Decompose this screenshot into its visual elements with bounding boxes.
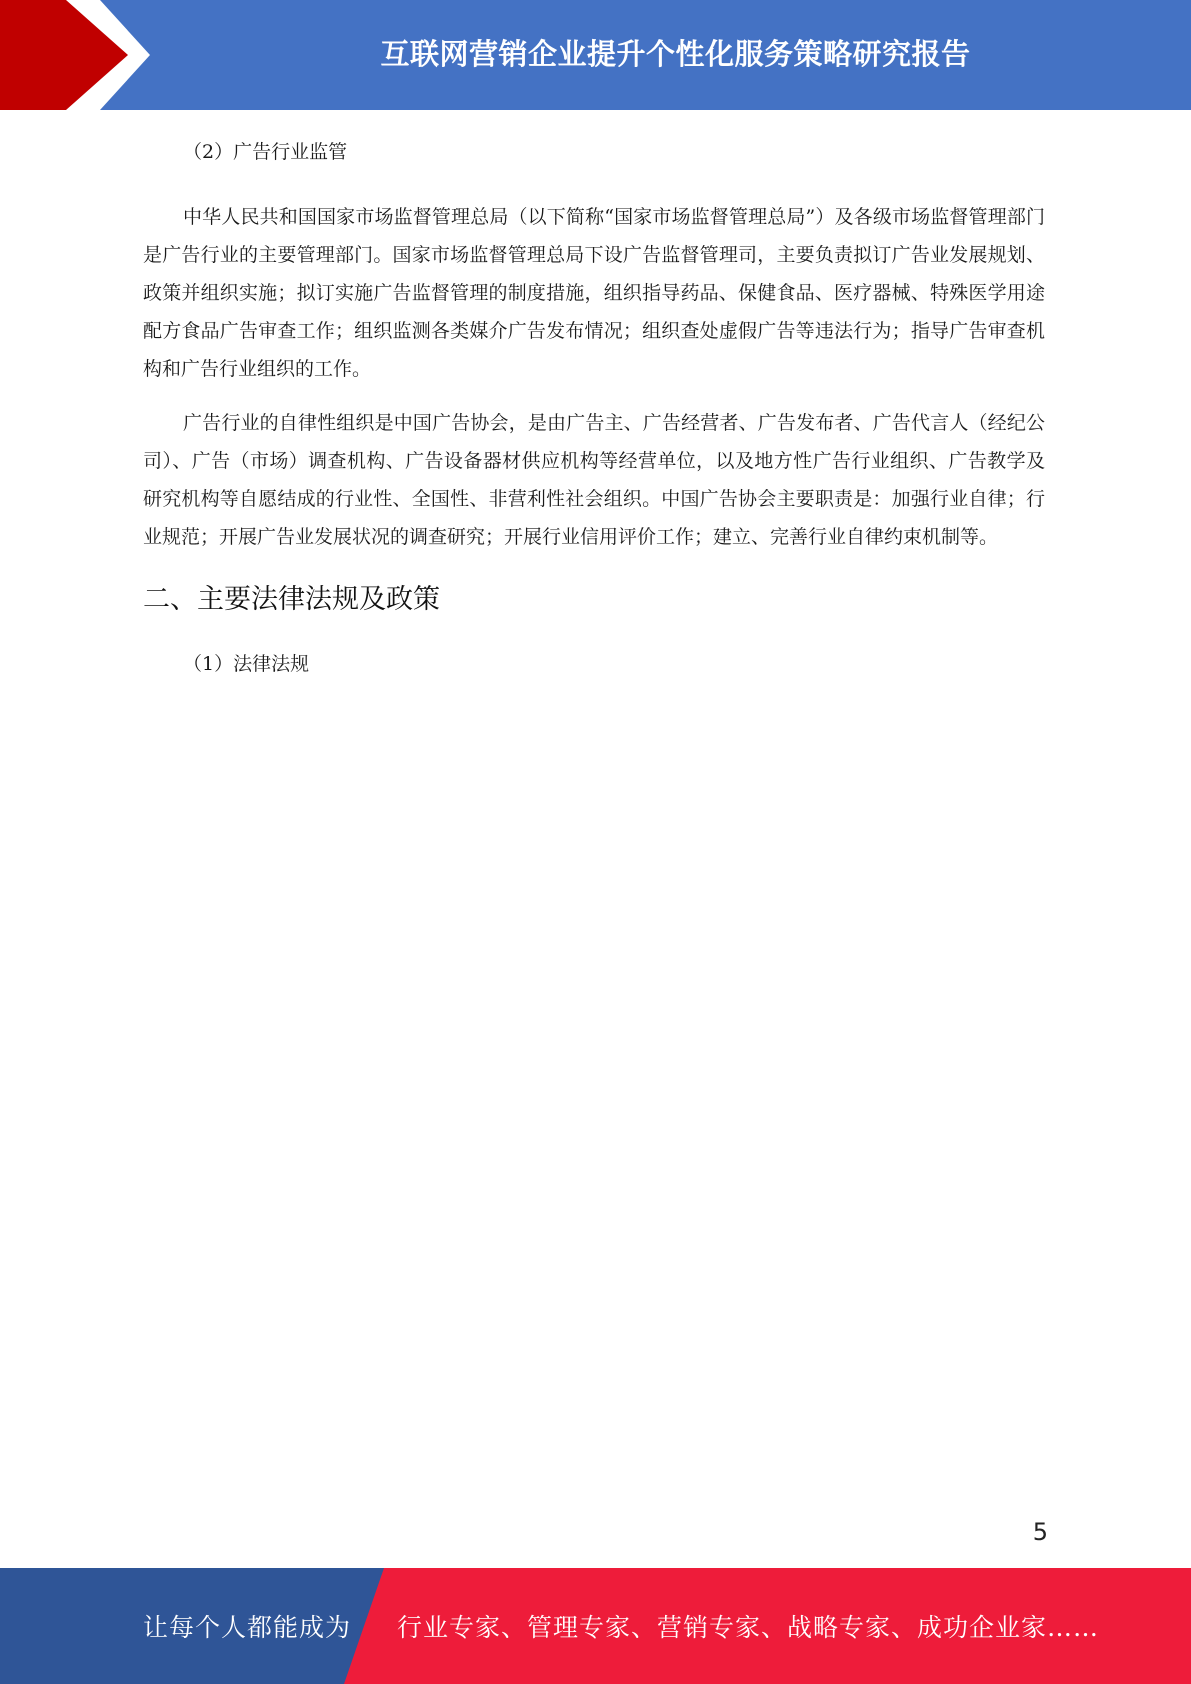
paragraph-regulatory-authority: 中华人民共和国国家市场监督管理总局（以下简称“国家市场监督管理总局”）及各级市场监督管理部门是广告行业的主要管理部门。国家市场监督管理总局下设广告监督管理司，主要负责拟订广告业发展规划、政策并组织实施；拟订实施广告监督管理的制度措施，组织指导药品、保健食品、医疗器械、特殊医学用途配方食品广告审查工作；组织监测各类媒介广告发布情况；组织查处虚假广告等违法行为；指导广告审查机构和广告行业组织的工作。: [143, 206, 1045, 380]
paragraph-self-regulatory-organization: 广告行业的自律性组织是中国广告协会，是由广告主、广告经营者、广告发布者、广告代言人（经纪公司）、广告（市场）调查机构、广告设备器材供应机构等经营单位，以及地方性广告行业组织、广告教学及研究机构等自愿结成的行业性、全国性、非营利性社会组织。中国广告协会主要职责是：加强行业自律；行业规范；开展广告业发展状况的调查研究；开展行业信用评价工作；建立、完善行业自律约束机制等。: [143, 412, 1045, 548]
footer-banner: [0, 1568, 1191, 1684]
header-chevron-decoration: [0, 0, 160, 110]
subheading-laws-regulations: （1）法律法规: [183, 653, 310, 675]
section-heading-laws-policies: 二、主要法律法规及政策: [143, 584, 440, 615]
footer-slogan-right: 行业专家、管理专家、营销专家、战略专家、成功企业家……: [397, 1613, 1100, 1642]
document-body: [143, 128, 1045, 688]
page-number: 5: [1032, 1518, 1048, 1546]
footer-slogan-left: 让每个人都能成为: [143, 1613, 352, 1642]
subheading-advertising-regulation: （2）广告行业监管: [183, 141, 348, 163]
header-banner: [0, 0, 1191, 110]
document-title: 互联网营销企业提升个性化服务策略研究报告: [380, 36, 971, 71]
